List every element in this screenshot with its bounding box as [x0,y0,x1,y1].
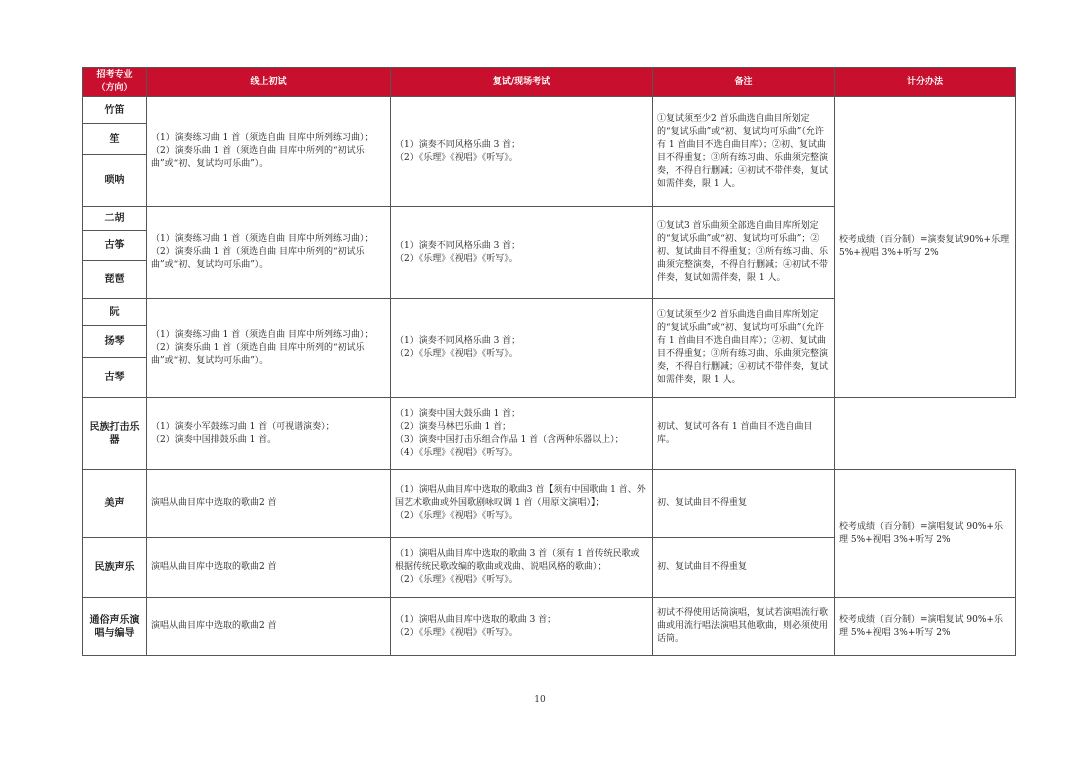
notes-cell: 初试、复试可各有 1 首曲目不选自曲目库。 [653,398,835,470]
major-cell: 阮 [83,299,147,326]
notes-cell: 初试不得使用话筒演唱，复试若演唱流行歌曲或用流行唱法演唱其他歌曲，则必须使用话筒。 [653,598,835,656]
online-cell: （1）演奏练习曲 1 首（须选自曲 目库中所列练习曲）； （2）演奏乐曲 1 首（须选自曲 目库中所列的“初试乐曲”或“初、复试均可乐曲”）。 [147,299,391,398]
major-cell: 琵琶 [83,261,147,299]
header-scoring: 计分办法 [835,68,1016,97]
header-online: 线上初试 [147,68,391,97]
major-cell: 古琴 [83,358,147,398]
retest-cell: （1）演唱从曲目库中选取的歌曲 3 首（须有 1 首传统民歌或根据传统民歌改编的歌曲或戏曲、说唱风格的歌曲）； （2）《乐理》《视唱》《听写》。 [391,538,653,598]
notes-cell: ①复试须至少2 首乐曲选自曲目库所划定的“复试乐曲”或“初、复试均可乐曲”（允许有 1 首曲目不选自曲目库）；②初、复试曲目不得重复；③所有练习曲、乐曲须完整演奏，不得自行删减；④初试不带伴奏，复试如需伴奏，限 1 人。 [653,299,835,398]
major-cell: 民族打击乐器 [83,398,147,470]
header-notes: 备注 [653,68,835,97]
major-cell: 竹笛 [83,97,147,124]
table-row [83,598,1016,656]
online-cell: 演唱从曲目库中选取的歌曲2 首 [147,470,391,538]
table-row [83,97,1016,124]
notes-cell: ①复试3 首乐曲须全部选自曲目库所划定的“复试乐曲”或“初、复试均可乐曲”；②初、复试曲目不得重复；③所有练习曲、乐曲须完整演奏，不得自行删减；④初试不带伴奏，复试如需伴奏，限 1 人。 [653,207,835,299]
scoring-cell: 校考成绩（百分制）=演唱复试 90%+乐理 5%+视唱 3%+听写 2% [835,470,1016,598]
major-cell: 美声 [83,470,147,538]
major-cell: 古筝 [83,231,147,261]
online-cell: （1）演奏练习曲 1 首（须选自曲 目库中所列练习曲）； （2）演奏乐曲 1 首（须选自曲 目库中所列的“初试乐曲”或“初、复试均可乐曲”）。 [147,97,391,207]
online-cell: （1）演奏练习曲 1 首（须选自曲 目库中所列练习曲）； （2）演奏乐曲 1 首（须选自曲 目库中所列的“初试乐曲”或“初、复试均可乐曲”）。 [147,207,391,299]
scoring-cell: 校考成绩（百分制）=演奏复试90%+乐理 5%+视唱 3%+听写 2% [835,97,1016,398]
header-retest: 复试/现场考试 [391,68,653,97]
page-number: 10 [534,695,546,705]
table-row [83,470,1016,538]
notes-cell: 初、复试曲目不得重复 [653,538,835,598]
scoring-cell: 校考成绩（百分制）=演唱复试 90%+乐理 5%+视唱 3%+听写 2% [835,598,1016,656]
online-cell: 演唱从曲目库中选取的歌曲2 首 [147,538,391,598]
header-major: 招考专业 （方向） [83,68,147,97]
major-cell: 通俗声乐演唱与编导 [83,598,147,656]
table-header-row [83,68,1016,97]
retest-cell: （1）演唱从曲目库中选取的歌曲 3 首； （2）《乐理》《视唱》《听写》。 [391,598,653,656]
notes-cell: 初、复试曲目不得重复 [653,470,835,538]
major-cell: 唢呐 [83,155,147,207]
retest-cell: （1）演奏不同风格乐曲 3 首； （2）《乐理》《视唱》《听写》。 [391,207,653,299]
retest-cell: （1）演奏不同风格乐曲 3 首； （2）《乐理》《视唱》《听写》。 [391,97,653,207]
major-cell: 二胡 [83,207,147,231]
admission-table [82,67,1016,656]
online-cell: （1）演奏小军鼓练习曲 1 首（可视谱演奏）； （2）演奏中国排鼓乐曲 1 首。 [147,398,391,470]
major-cell: 民族声乐 [83,538,147,598]
notes-cell: ①复试须至少2 首乐曲选自曲目所划定的“复试乐曲”或“初、复试均可乐曲”（允许有 1 首曲目不选自曲目库）；②初、复试曲目不得重复；③所有练习曲、乐曲须完整演奏，不得自行删减；④初试不带伴奏，复试如需伴奏，限 1 人。 [653,97,835,207]
retest-cell: （1）演奏不同风格乐曲 3 首； （2）《乐理》《视唱》《听写》。 [391,299,653,398]
retest-cell: （1）演唱从曲目库中选取的歌曲3 首【须有中国歌曲 1 首、外国艺术歌曲或外国歌剧咏叹调 1 首（用原文演唱）】； （2）《乐理》《视唱》《听写》。 [391,470,653,538]
major-cell: 笙 [83,124,147,155]
major-cell: 扬琴 [83,326,147,358]
online-cell: 演唱从曲目库中选取的歌曲2 首 [147,598,391,656]
table-row [83,398,1016,470]
retest-cell: （1）演奏中国大鼓乐曲 1 首； （2）演奏马林巴乐曲 1 首； （3）演奏中国打击乐组合作品 1 首（含两种乐器以上）； （4）《乐理》《视唱》《听写》。 [391,398,653,470]
